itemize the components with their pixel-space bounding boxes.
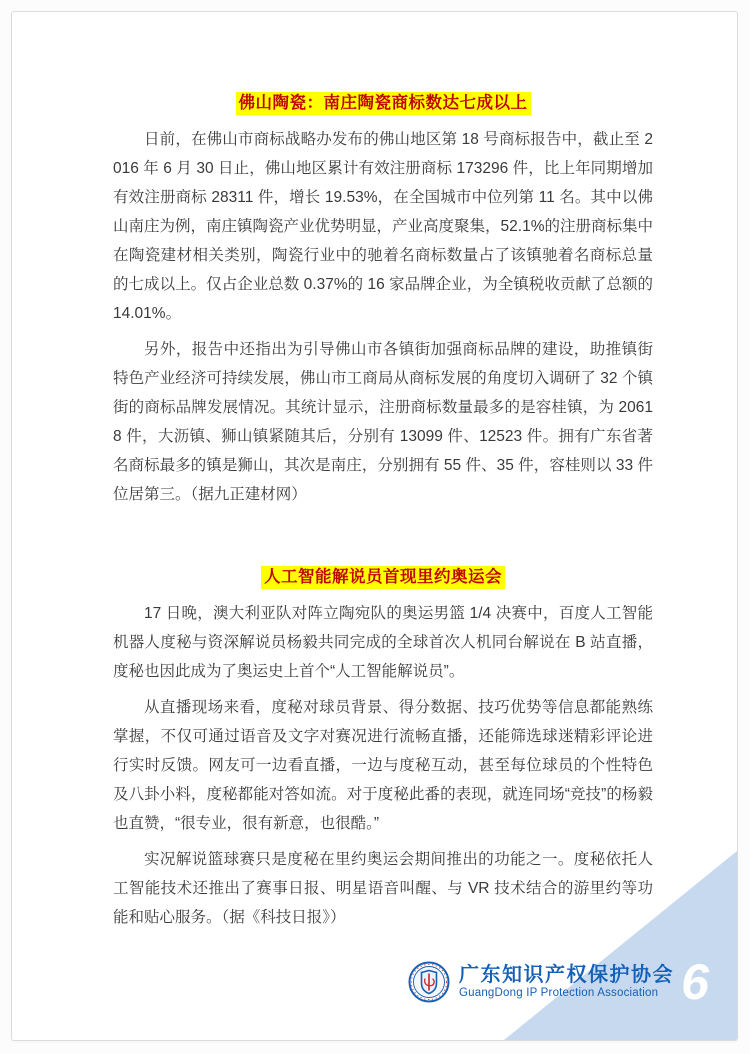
page-content [113, 12, 653, 932]
article-2-headline-text: 人工智能解说员首现里约奥运会 [261, 566, 505, 589]
article-2-paragraph-2: 从直播现场来看，度秘对球员背景、得分数据、技巧优势等信息都能熟练掌握，不仅可通过语音及文字对赛况进行流畅直播，还能筛选球迷精彩评论进行实时反馈。网友可一边看直播，一边与度秘互动，甚至每位球员的个性特色及八卦小料，度秘都能对答如流。对于度秘此番的表现，就连同场“竞技”的杨毅也直赞，“很专业，很有新意，也很酷。” [113, 699, 653, 832]
article-2-paragraph-1: 17 日晚，澳大利亚队对阵立陶宛队的奥运男篮 1/4 决赛中，百度人工智能机器人度秘与资深解说员杨毅共同完成的全球首次人机同台解说在 B 站直播，度秘也因此成为了奥运史上首个“人工智能解说员”。 [113, 605, 653, 680]
page-number: 6 [681, 954, 709, 1010]
article-2-paragraph-3: 实况解说篮球赛只是度秘在里约奥运会期间推出的功能之一。度秘依托人工智能技术还推出了赛事日报、明星语音叫醒、与 VR 技术结合的游里约等功能和贴心服务。（据《科技日报》） [113, 851, 653, 926]
article-1-headline [113, 12, 653, 115]
gdipa-emblem-icon [408, 961, 450, 1003]
association-name-en: GuangDong IP Protection Association [459, 987, 659, 999]
newsletter-page [11, 11, 738, 1041]
association-name-cn: 广东知识产权保护协会 [459, 964, 674, 986]
article-1-paragraph-1: 日前，在佛山市商标战略办发布的佛山地区第 18 号商标报告中，截止至 2016 年 6 月 30 日止，佛山地区累计有效注册商标 173296 件，比上年同期增加有效注册商标 28311 件，增长 19.53%，在全国城市中位列第 11 名。其中以佛山南庄为例，南庄镇陶瓷产业优势明显，产业高度聚集，52.1%的注册商标集中在陶瓷建材相关类别，陶瓷行业中的驰着名商标数量占了该镇驰着名商标总量的七成以上。仅占企业总数 0.37%的 16 家品牌企业，为全镇税收贡献了总额的 14.01%。 [113, 131, 653, 322]
article-1-paragraph-2: 另外，报告中还指出为引导佛山市各镇街加强商标品牌的建设，助推镇街特色产业经济可持续发展，佛山市工商局从商标发展的角度切入调研了 32 个镇街的商标品牌发展情况。其统计显示，注册商标数量最多的是容桂镇，为 20618 件，大沥镇、狮山镇紧随其后，分别有 13099 件、12523 件。拥有广东省著名商标最多的镇是狮山，其次是南庄，分别拥有 55 件、35 件，容桂则以 33 件位居第三。（据九正建材网） [113, 341, 653, 503]
article-2-headline [113, 509, 653, 589]
association-name-block [459, 964, 674, 1000]
article-1-headline-text: 佛山陶瓷：南庄陶瓷商标数达七成以上 [236, 92, 531, 115]
association-footer [408, 961, 674, 1003]
